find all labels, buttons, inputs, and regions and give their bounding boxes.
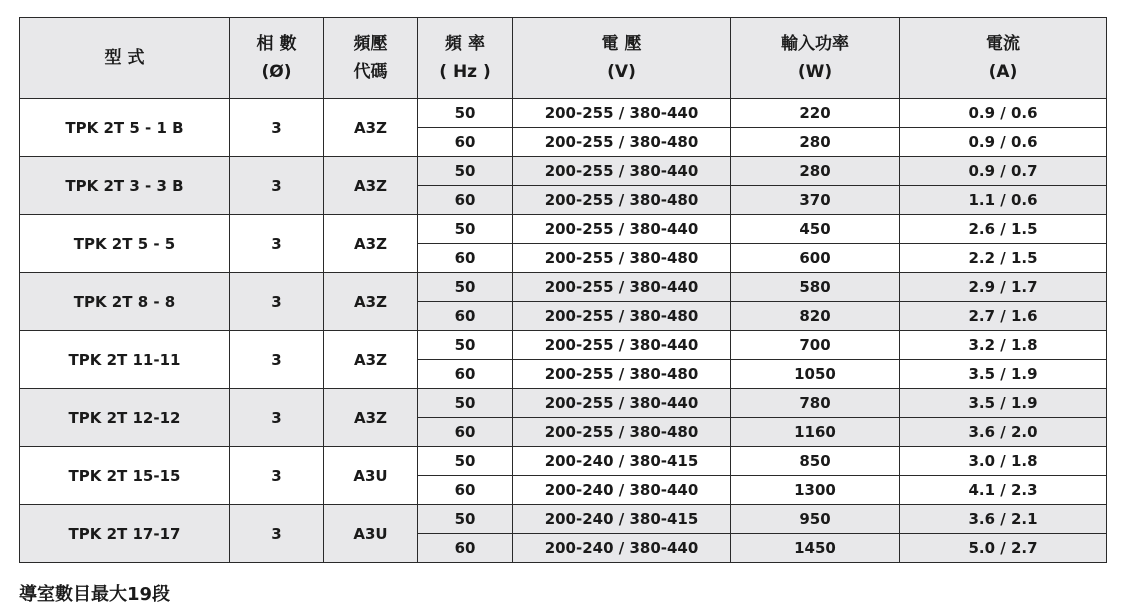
power-cell: 280 [731, 157, 900, 186]
table-row [20, 447, 1107, 476]
current-cell: 3.5 / 1.9 [900, 360, 1107, 389]
header-current: 電流 (A) [900, 18, 1107, 99]
footnote: 導室數目最大19段 [19, 584, 171, 605]
power-cell: 1050 [731, 360, 900, 389]
frequency-cell: 60 [418, 534, 513, 563]
phase-cell: 3 [230, 157, 324, 215]
frequency-cell: 60 [418, 186, 513, 215]
frequency-cell: 50 [418, 273, 513, 302]
frequency-cell: 60 [418, 244, 513, 273]
current-cell: 0.9 / 0.6 [900, 99, 1107, 128]
power-cell: 1300 [731, 476, 900, 505]
model-cell: TPK 2T 11-11 [20, 331, 230, 389]
code-cell: A3Z [324, 215, 418, 273]
power-cell: 950 [731, 505, 900, 534]
frequency-cell: 50 [418, 389, 513, 418]
current-cell: 5.0 / 2.7 [900, 534, 1107, 563]
voltage-cell: 200-240 / 380-440 [513, 534, 731, 563]
current-cell: 2.2 / 1.5 [900, 244, 1107, 273]
frequency-cell: 60 [418, 476, 513, 505]
header-row [20, 18, 1107, 99]
header-freq-code: 頻壓 代碼 [324, 18, 418, 99]
model-cell: TPK 2T 8 - 8 [20, 273, 230, 331]
current-cell: 4.1 / 2.3 [900, 476, 1107, 505]
frequency-cell: 50 [418, 215, 513, 244]
power-cell: 280 [731, 128, 900, 157]
current-cell: 3.6 / 2.1 [900, 505, 1107, 534]
current-cell: 2.6 / 1.5 [900, 215, 1107, 244]
header-phase: 相 數 (Ø) [230, 18, 324, 99]
header-voltage: 電 壓 (V) [513, 18, 731, 99]
power-cell: 450 [731, 215, 900, 244]
voltage-cell: 200-240 / 380-440 [513, 476, 731, 505]
current-cell: 0.9 / 0.7 [900, 157, 1107, 186]
phase-cell: 3 [230, 331, 324, 389]
voltage-cell: 200-240 / 380-415 [513, 505, 731, 534]
spec-table [19, 17, 1107, 563]
current-cell: 3.5 / 1.9 [900, 389, 1107, 418]
voltage-cell: 200-255 / 380-480 [513, 360, 731, 389]
code-cell: A3Z [324, 331, 418, 389]
table-row [20, 389, 1107, 418]
current-cell: 2.9 / 1.7 [900, 273, 1107, 302]
phase-cell: 3 [230, 99, 324, 157]
voltage-cell: 200-255 / 380-480 [513, 186, 731, 215]
voltage-cell: 200-255 / 380-480 [513, 128, 731, 157]
table-row [20, 99, 1107, 128]
header-frequency: 頻 率 ( Hz ) [418, 18, 513, 99]
power-cell: 1450 [731, 534, 900, 563]
power-cell: 600 [731, 244, 900, 273]
model-cell: TPK 2T 17-17 [20, 505, 230, 563]
model-cell: TPK 2T 5 - 1 B [20, 99, 230, 157]
power-cell: 700 [731, 331, 900, 360]
code-cell: A3Z [324, 273, 418, 331]
table-row [20, 273, 1107, 302]
current-cell: 1.1 / 0.6 [900, 186, 1107, 215]
table-row [20, 505, 1107, 534]
current-cell: 2.7 / 1.6 [900, 302, 1107, 331]
model-cell: TPK 2T 15-15 [20, 447, 230, 505]
phase-cell: 3 [230, 505, 324, 563]
code-cell: A3U [324, 505, 418, 563]
model-cell: TPK 2T 5 - 5 [20, 215, 230, 273]
voltage-cell: 200-240 / 380-415 [513, 447, 731, 476]
model-cell: TPK 2T 3 - 3 B [20, 157, 230, 215]
frequency-cell: 50 [418, 505, 513, 534]
spec-body [20, 99, 1107, 563]
frequency-cell: 50 [418, 99, 513, 128]
current-cell: 3.2 / 1.8 [900, 331, 1107, 360]
phase-cell: 3 [230, 215, 324, 273]
phase-cell: 3 [230, 447, 324, 505]
frequency-cell: 50 [418, 157, 513, 186]
header-model: 型 式 [20, 18, 230, 99]
frequency-cell: 60 [418, 128, 513, 157]
voltage-cell: 200-255 / 380-480 [513, 302, 731, 331]
voltage-cell: 200-255 / 380-440 [513, 157, 731, 186]
frequency-cell: 50 [418, 447, 513, 476]
power-cell: 820 [731, 302, 900, 331]
voltage-cell: 200-255 / 380-440 [513, 99, 731, 128]
current-cell: 3.0 / 1.8 [900, 447, 1107, 476]
frequency-cell: 60 [418, 360, 513, 389]
frequency-cell: 60 [418, 418, 513, 447]
phase-cell: 3 [230, 389, 324, 447]
power-cell: 220 [731, 99, 900, 128]
power-cell: 780 [731, 389, 900, 418]
voltage-cell: 200-255 / 380-440 [513, 389, 731, 418]
table-row [20, 157, 1107, 186]
code-cell: A3U [324, 447, 418, 505]
code-cell: A3Z [324, 389, 418, 447]
voltage-cell: 200-255 / 380-440 [513, 331, 731, 360]
voltage-cell: 200-255 / 380-440 [513, 273, 731, 302]
frequency-cell: 50 [418, 331, 513, 360]
model-cell: TPK 2T 12-12 [20, 389, 230, 447]
table-row [20, 215, 1107, 244]
phase-cell: 3 [230, 273, 324, 331]
power-cell: 580 [731, 273, 900, 302]
power-cell: 1160 [731, 418, 900, 447]
table-row [20, 331, 1107, 360]
power-cell: 370 [731, 186, 900, 215]
header-power: 輸入功率 (W) [731, 18, 900, 99]
code-cell: A3Z [324, 99, 418, 157]
power-cell: 850 [731, 447, 900, 476]
code-cell: A3Z [324, 157, 418, 215]
voltage-cell: 200-255 / 380-440 [513, 215, 731, 244]
voltage-cell: 200-255 / 380-480 [513, 418, 731, 447]
frequency-cell: 60 [418, 302, 513, 331]
voltage-cell: 200-255 / 380-480 [513, 244, 731, 273]
current-cell: 3.6 / 2.0 [900, 418, 1107, 447]
current-cell: 0.9 / 0.6 [900, 128, 1107, 157]
